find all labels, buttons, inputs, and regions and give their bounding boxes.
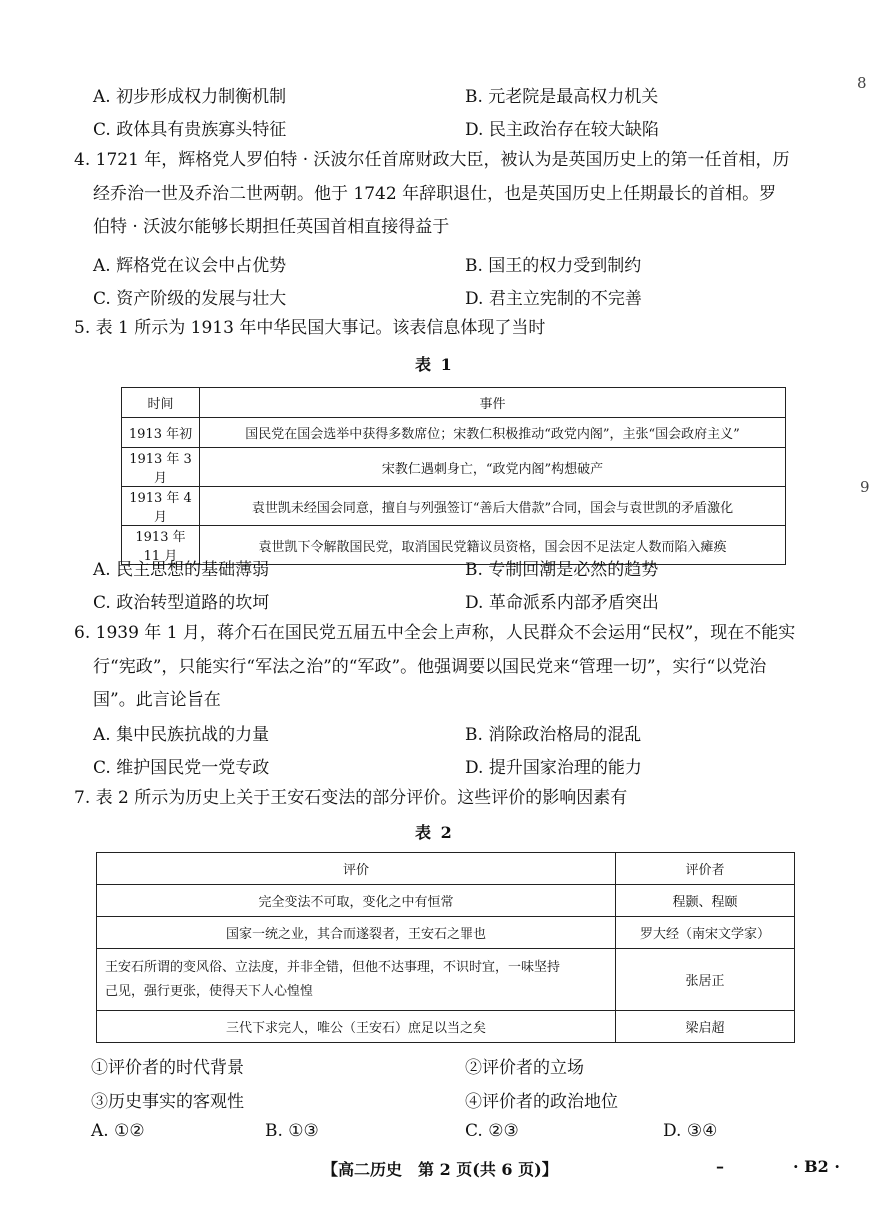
q6-option-b: B. 消除政治格局的混乱 (465, 725, 642, 745)
table-2 (96, 852, 795, 1043)
table-1 (121, 387, 786, 565)
q4-stem-line: 经乔治一世及乔治二世两朝。他于 1742 年辞职退仕，也是英国历史上任期最长的首相。罗 (93, 184, 777, 204)
table-cell: 国民党在国会选举中获得多数席位；宋教仁积极推动“政党内阁”，主张“国会政府主义” (200, 418, 786, 448)
table-cell: 罗大经（南宋文学家） (616, 917, 795, 949)
q4-stem-line: 4. 1721 年，辉格党人罗伯特 · 沃波尔任首席财政大臣，被认为是英国历史上的第一任首相，历 (74, 150, 790, 170)
table-cell: 宋教仁遇刺身亡，“政党内阁”构想破产 (200, 448, 786, 487)
table-cell: 张居正 (616, 949, 795, 1011)
q6-option-a: A. 集中民族抗战的力量 (93, 725, 270, 745)
q7-option-d: D. ③④ (663, 1121, 718, 1141)
table-row (97, 917, 795, 949)
q4-option-a: A. 辉格党在议会中占优势 (93, 256, 287, 276)
q7-item-4: ④评价者的政治地位 (465, 1092, 618, 1112)
q3-option-a: A. 初步形成权力制衡机制 (93, 87, 287, 107)
q4-option-c: C. 资产阶级的发展与壮大 (93, 289, 287, 309)
q7-option-a: A. ①② (91, 1121, 145, 1141)
table-row (122, 418, 786, 448)
table-1-header: 时间 (122, 388, 200, 418)
table-cell: 1913 年 3 月 (122, 448, 200, 487)
page-footer-title: 【高二历史 第 2 页(共 6 页)】 (322, 1160, 558, 1179)
q6-stem-line: 6. 1939 年 1 月，蒋介石在国民党五届五中全会上声称，人民群众不会运用“民权”，现在不能实 (74, 623, 796, 643)
q4-option-b: B. 国王的权力受到制约 (465, 256, 642, 276)
page-edge-mark: 9 (860, 478, 870, 496)
q7-item-2: ②评价者的立场 (465, 1058, 584, 1078)
table-cell: 1913 年 4 月 (122, 487, 200, 526)
q5-option-a: A. 民主思想的基础薄弱 (93, 560, 270, 580)
table-cell: 1913 年初 (122, 418, 200, 448)
q7-option-c: C. ②③ (465, 1121, 519, 1141)
table-1-header: 事件 (200, 388, 786, 418)
q4-option-d: D. 君主立宪制的不完善 (465, 289, 642, 309)
table-row (97, 1011, 795, 1043)
q7-item-3: ③历史事实的客观性 (91, 1092, 244, 1112)
q5-option-c: C. 政治转型道路的坎坷 (93, 593, 270, 613)
table-row (97, 885, 795, 917)
table-cell: 袁世凯未经国会同意，擅自与列强签订“善后大借款”合同，国会与袁世凯的矛盾激化 (200, 487, 786, 526)
q6-option-d: D. 提升国家治理的能力 (465, 758, 642, 778)
table-cell: 国家一统之业，其合而遂裂者，王安石之罪也 (97, 917, 616, 949)
table-row (122, 448, 786, 487)
table-cell: 梁启超 (616, 1011, 795, 1043)
q6-option-c: C. 维护国民党一党专政 (93, 758, 270, 778)
q7-stem: 7. 表 2 所示为历史上关于王安石变法的部分评价。这些评价的影响因素有 (74, 788, 628, 808)
q6-stem-line: 行“宪政”，只能实行“军法之治”的“军政”。他强调要以国民党来“管理一切”，实行“以党治 (93, 657, 767, 677)
q4-stem-line: 伯特 · 沃波尔能够长期担任英国首相直接得益于 (93, 217, 450, 237)
table-cell: 三代下求完人，唯公（王安石）庶足以当之矣 (97, 1011, 616, 1043)
q5-stem: 5. 表 1 所示为 1913 年中华民国大事记。该表信息体现了当时 (74, 318, 546, 338)
table-cell: 袁世凯下令解散国民党，取消国民党籍议员资格，国会因不足法定人数而陷入瘫痪 (200, 526, 786, 565)
page-footer-code: · B2 · (793, 1157, 840, 1176)
page-edge-mark: 8 (857, 74, 867, 92)
table-cell: 完全变法不可取，变化之中有恒常 (97, 885, 616, 917)
table-2-caption: 表 2 (415, 823, 454, 842)
q5-option-d: D. 革命派系内部矛盾突出 (465, 593, 659, 613)
table-cell: 王安石所谓的变风俗、立法度，并非全错，但他不达事理，不识时宜，一味坚持 己见，强行更张，使得天下人心惶惶 (97, 949, 616, 1011)
q3-option-d: D. 民主政治存在较大缺陷 (465, 120, 659, 140)
table-2-header: 评价 (97, 853, 616, 885)
page-footer-dash: – (716, 1157, 724, 1176)
q3-option-c: C. 政体具有贵族寡头特征 (93, 120, 287, 140)
table-row (97, 949, 795, 1011)
table-1-caption: 表 1 (415, 355, 454, 374)
q7-item-1: ①评价者的时代背景 (91, 1058, 244, 1078)
table-2-header: 评价者 (616, 853, 795, 885)
q7-option-b: B. ①③ (265, 1121, 319, 1141)
q5-option-b: B. 专制回潮是必然的趋势 (465, 560, 659, 580)
table-cell: 程颢、程颐 (616, 885, 795, 917)
table-row (122, 487, 786, 526)
q3-option-b: B. 元老院是最高权力机关 (465, 87, 659, 107)
table-cell: 1913 年 11 月 (122, 526, 200, 565)
q6-stem-line: 国”。此言论旨在 (93, 690, 221, 710)
